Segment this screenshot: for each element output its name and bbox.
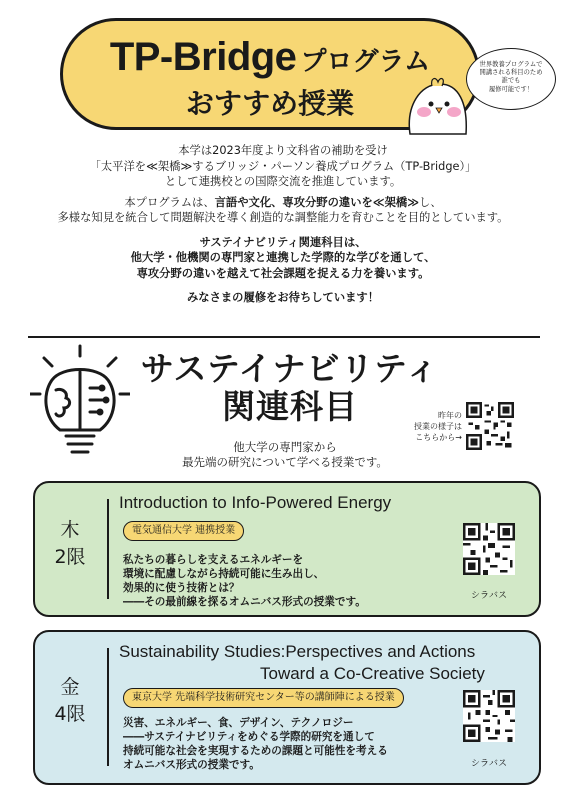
course-period-label: 2限 — [54, 546, 86, 568]
intro-line: 多様な知見を統合して問題解決を導く創造的な調整能力を育むことを目的としています。 — [57, 211, 509, 224]
section-title-line2: 関連科目 — [222, 387, 358, 426]
title-subtitle: おすすめ授業 — [185, 87, 355, 120]
desc-line: 環境に配慮しながら持続可能に生み出し、 — [123, 568, 325, 580]
speech-line: 世界教養プログラムで — [479, 61, 543, 68]
title-line1 — [63, 35, 477, 80]
course-card-friday — [33, 630, 541, 785]
section-divider — [28, 336, 540, 338]
intro-line: 本プログラムは、 — [124, 195, 215, 209]
intro-line: サステイナビリティ関連科目は、 — [199, 235, 367, 249]
card-divider — [107, 648, 109, 766]
qr-code-icon[interactable] — [463, 523, 515, 575]
course-day-label: 金 — [60, 676, 80, 698]
desc-line: ――その最前線を探るオムニバス形式の授業です。 — [123, 596, 366, 608]
course-day-label: 木 — [60, 519, 80, 541]
last-year-line: 昨年の — [438, 411, 462, 420]
desc-line: オムニバス形式の授業です。 — [123, 759, 260, 771]
lightbulb-brain-icon — [30, 344, 130, 464]
course-title: Introduction to Info-Powered Energy — [119, 493, 392, 512]
intro-line: し、 — [419, 195, 442, 209]
desc-line: 災害、エネルギー、食、デザイン、テクノロジー — [123, 717, 354, 729]
course-day — [35, 517, 105, 571]
section-subtitle — [170, 440, 400, 470]
intro-line: 他大学・他機関の専門家と連携した学際的な学びを通して、 — [130, 251, 436, 264]
intro-emphasis: 言語や文化、専攻分野の違いを≪架橋≫ — [214, 195, 420, 209]
section-subtitle-line1: 他大学の専門家から — [233, 440, 337, 454]
intro-line: 専攻分野の違いを越えて社会課題を捉える力を養います。 — [136, 266, 430, 280]
course-period-label: 4限 — [54, 703, 86, 725]
course-title-line2: Toward a Co-Creative Society — [260, 664, 485, 683]
intro-text — [0, 143, 566, 311]
section-title-line1: サステイナビリティ — [140, 349, 440, 388]
speech-line: 誰でも — [501, 77, 521, 85]
title-en: TP-Bridge — [109, 35, 297, 79]
course-tag: 東京大学 先端科学技術研究センター等の講師陣による授業 — [123, 688, 404, 708]
speech-line: 開講される科目のため — [479, 69, 543, 77]
course-description — [123, 553, 366, 609]
desc-line: 効果的に使う技術とは？ — [123, 582, 240, 594]
speech-bubble — [466, 48, 556, 110]
intro-line: 「太平洋を≪架橋≫するブリッジ・パーソン養成プログラム（TP-Bridge）」 — [89, 159, 477, 173]
last-year-line: 授業の様子は — [414, 422, 462, 431]
syllabus-label: シラバス — [470, 591, 507, 601]
course-title: Sustainability Studies:Perspectives and Actions — [119, 642, 476, 661]
last-year-note — [402, 410, 462, 443]
intro-closing: みなさまの履修をお待ちしています！ — [186, 291, 380, 304]
syllabus-label: シラバス — [470, 759, 507, 769]
intro-line: 本学は2023年度より文科省の補助を受け — [178, 144, 388, 157]
course-description — [123, 716, 388, 772]
desc-line: ――サステイナビリティをめぐる学際的研究を通して — [123, 731, 375, 743]
desc-line: 私たちの暮らしを支えるエネルギーを — [123, 554, 304, 566]
qr-code-icon[interactable] — [463, 690, 515, 742]
desc-line: 持続可能な社会を実現するための課題と可能性を考える — [123, 745, 388, 757]
section-subtitle-line2: 最先端の研究について学べる授業です。 — [182, 455, 388, 469]
intro-line: として連携校との国際交流を推進しています。 — [164, 175, 402, 188]
bird-mascot-icon — [402, 76, 472, 136]
course-tag: 電気通信大学 連携授業 — [123, 521, 244, 541]
speech-line: 履修可能です！ — [488, 85, 534, 93]
title-jp-suffix: プログラム — [300, 46, 431, 76]
last-year-line: こちらから→ — [415, 433, 462, 442]
course-card-thursday — [33, 481, 541, 617]
qr-code-icon[interactable] — [466, 402, 514, 450]
course-day — [35, 674, 105, 728]
card-divider — [107, 499, 109, 599]
